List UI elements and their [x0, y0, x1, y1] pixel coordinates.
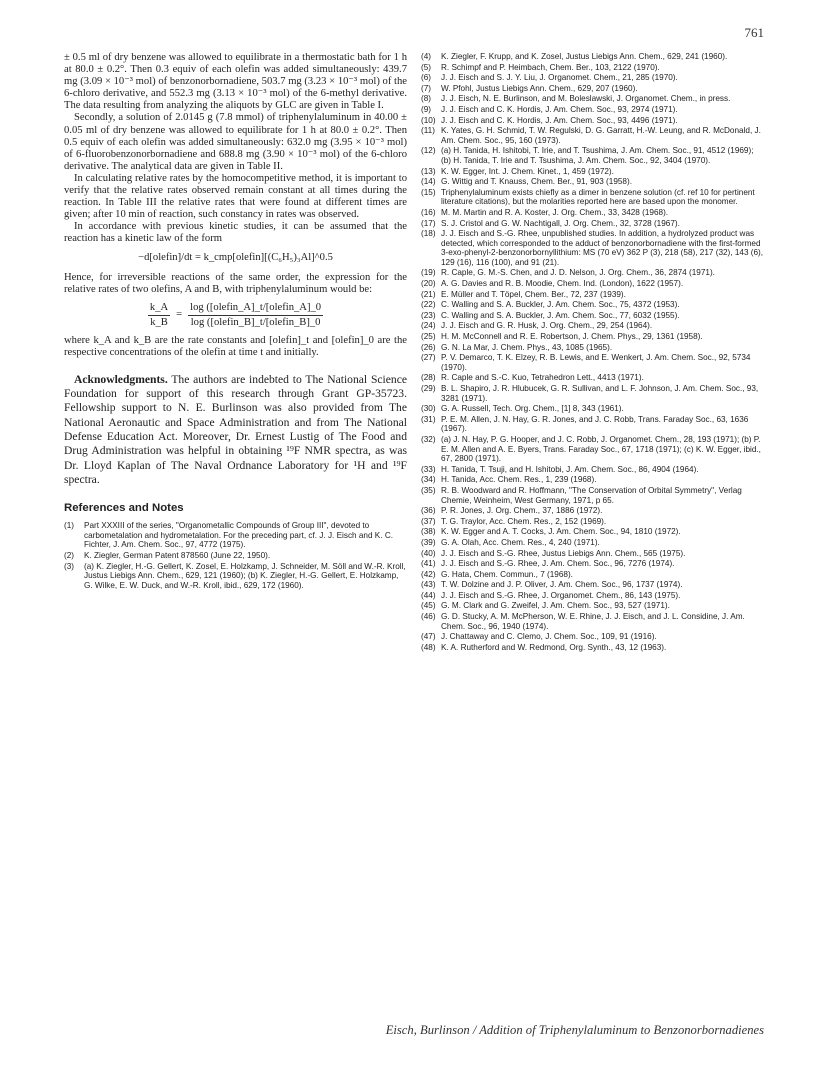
body-paragraph: In calculating relative rates by the homocompetitive method, it is important to verify that the relative rates observed remain constant at all times during the reaction. In Table III the relative rates that were found at different times are given; after 10 min of reaction, such constancy in rates was observed. [64, 172, 407, 221]
rate-numerator: k_A [149, 301, 169, 313]
reference-item [421, 52, 764, 62]
reference-number: (40) [421, 548, 436, 558]
reference-number: (16) [421, 207, 436, 217]
reference-item [421, 279, 764, 289]
reference-item [421, 177, 764, 187]
left-column [64, 52, 407, 591]
reference-item [421, 404, 764, 414]
reference-text: K. Ziegler, F. Krupp, and K. Zosel, Justus Liebigs Ann. Chem., 629, 241 (1960). [441, 52, 728, 61]
reference-text: P. V. Demarco, T. K. Elzey, R. B. Lewis, and E. Wenkert, J. Am. Chem. Soc., 92, 5734 (1970). [441, 353, 751, 372]
reference-item [421, 208, 764, 218]
reference-item [64, 562, 407, 591]
reference-number: (25) [421, 332, 436, 342]
reference-text: S. J. Cristol and G. W. Nachtigall, J. Org. Chem., 32, 3728 (1967). [441, 218, 680, 228]
reference-text: C. Walling and S. A. Buckler, J. Am. Chem. Soc., 77, 6032 (1955). [441, 310, 680, 320]
reference-item [421, 475, 764, 485]
reference-text: R. Schimpf and P. Heimbach, Chem. Ber., 103, 2122 (1970). [441, 62, 660, 72]
reference-text: K. Ziegler, German Patent 878560 (June 22, 1950). [84, 551, 271, 561]
reference-number: (19) [421, 268, 436, 278]
reference-number: (36) [421, 506, 436, 516]
reference-text: G. D. Stucky, A. M. McPherson, W. E. Rhine, J. J. Eisch, and J. L. Considine, J. Am. Chem. Soc., 96, 1940 (1974). [441, 612, 745, 631]
reference-item [64, 521, 407, 550]
body-paragraph: ± 0.5 ml of dry benzene was allowed to equilibrate in a thermostatic bath for 1 h at 80.0 ± 0.2°. Then 0.3 equiv of each olefin was added simultaneously: 439.7 mg (3.09 × 10⁻³ mol) of benzonorbornadiene, 503.7 mg (3.23 × 10⁻³ mol) of the 6-chloro derivative, and 552.3 mg (3.13 × 10⁻³ mol) of the 6-methyl derivative. The data resulting from analyzing the aliquots by GLC are given in Table I. [64, 52, 407, 112]
reference-number: (4) [421, 52, 432, 61]
rate-denominator: k_B [150, 316, 168, 328]
reference-item [421, 549, 764, 559]
references-heading: References and Notes [64, 502, 184, 515]
running-footer: Eisch, Burlinson / Addition of Triphenylaluminum to Benzonorbornadienes [385, 1023, 764, 1037]
reference-item [421, 465, 764, 475]
reference-item [421, 116, 764, 126]
reference-number: (39) [421, 537, 436, 547]
reference-number: (30) [421, 404, 436, 414]
reference-item [421, 300, 764, 310]
reference-item [421, 570, 764, 580]
reference-text: J. J. Eisch and C. K. Hordis, J. Am. Chem. Soc., 93, 4496 (1971). [441, 115, 678, 125]
reference-item [421, 167, 764, 177]
reference-item [421, 435, 764, 464]
reference-item [421, 486, 764, 505]
reference-text: R. Caple and S.-C. Kuo, Tetrahedron Lett., 4413 (1971). [441, 373, 644, 383]
reference-text: P. R. Jones, J. Org. Chem., 37, 1886 (1972). [441, 506, 603, 516]
references-list-left [64, 521, 407, 590]
reference-number: (23) [421, 310, 436, 320]
acknowledgments-heading: Acknowledgments. [74, 372, 168, 386]
reference-number: (42) [421, 569, 436, 579]
reference-number: (8) [421, 94, 432, 104]
reference-item [421, 415, 764, 434]
reference-text: K. W. Egger, Int. J. Chem. Kinet., 1, 459 (1972). [441, 166, 614, 176]
reference-number: (22) [421, 300, 436, 310]
reference-number: (44) [421, 590, 436, 600]
reference-item [421, 343, 764, 353]
reference-item [421, 353, 764, 372]
reference-item [421, 219, 764, 229]
reference-number: (33) [421, 464, 436, 474]
reference-number: (12) [421, 146, 436, 156]
reference-number: (34) [421, 475, 436, 485]
reference-item [421, 126, 764, 145]
reference-text: G. Wittig and T. Knauss, Chem. Ber., 91, 903 (1958). [441, 177, 632, 187]
acknowledgments-paragraph [64, 373, 407, 487]
reference-number: (38) [421, 527, 436, 537]
reference-item [421, 73, 764, 83]
reference-text: H. M. McConnell and R. E. Robertson, J. Chem. Phys., 29, 1361 (1958). [441, 332, 703, 342]
reference-item [421, 643, 764, 653]
reference-number: (20) [421, 279, 436, 289]
page-number: 761 [744, 25, 764, 40]
reference-number: (7) [421, 83, 432, 93]
reference-text: G. A. Olah, Acc. Chem. Res., 4, 240 (1971). [441, 537, 600, 547]
reference-number: (26) [421, 342, 436, 352]
reference-item [421, 527, 764, 537]
reference-text: G. M. Clark and G. Zweifel, J. Am. Chem. Soc., 93, 527 (1971). [441, 601, 670, 611]
reference-item [421, 538, 764, 548]
reference-item [421, 559, 764, 569]
reference-item [421, 188, 764, 207]
reference-text: H. Tanida, T. Tsuji, and H. Ishitobi, J. Am. Chem. Soc., 86, 4904 (1964). [441, 464, 699, 474]
rate-ratio [148, 302, 170, 329]
reference-number: (13) [421, 166, 436, 176]
reference-text: P. E. M. Allen, J. N. Hay, G. R. Jones, and J. C. Robb, Trans. Faraday Soc., 63, 1636 (1967). [441, 414, 749, 434]
reference-text: Triphenylaluminum exists chiefly as a dimer in benzene solution (cf. ref 10 for pertinent literature citations), but the molarities reported here are based upon the monomer. [441, 187, 755, 207]
reference-text: T. G. Traylor, Acc. Chem. Res., 2, 152 (1969). [441, 516, 607, 526]
acknowledgments-text: The authors are indebted to The National Science Foundation for support of this research through Grant GP-35723. Fellowship support to N. E. Burlinson was also provided from The National Aeronautic and Space Administration and from The National Defense Education Act. Moreover, Dr. Ernest Lustig of The Food and Drug Administration was helpful in obtaining ¹⁹F NMR spectra, as was Dr. Lloyd Kaplan of The Naval Ordnance Laboratory for ¹H and ¹⁹F spectra. [64, 372, 407, 486]
reference-number: (32) [421, 434, 436, 444]
reference-number: (3) [64, 561, 75, 571]
reference-number: (31) [421, 414, 436, 424]
reference-number: (1) [64, 521, 75, 531]
reference-number: (9) [421, 104, 432, 114]
reference-item [421, 632, 764, 642]
reference-number: (10) [421, 115, 436, 125]
reference-text: (a) J. N. Hay, P. G. Hooper, and J. C. Robb, J. Organomet. Chem., 28, 193 (1971); (b) P. E. M. Allen and A. E. Byers, Trans. Faraday Soc., 67, 1718 (1971); (c) K. W. Egger, ibid., 67, 2800 (1971). [441, 434, 761, 464]
reference-text: G. N. La Mar, J. Chem. Phys., 43, 1085 (1965). [441, 342, 613, 352]
reference-item [421, 105, 764, 115]
reference-number: (18) [421, 229, 436, 239]
reference-text: J. J. Eisch and S.-G. Rhee, J. Am. Chem. Soc., 96, 7276 (1974). [441, 559, 675, 569]
reference-text: B. L. Shapiro, J. R. Hlubucek, G. R. Sullivan, and L. F. Johnson, J. Am. Chem. Soc., 93, 3281 (1971). [441, 384, 759, 403]
references-list-right [421, 52, 764, 652]
reference-number: (27) [421, 353, 436, 363]
reference-text: K. A. Rutherford and W. Redmond, Org. Synth., 43, 12 (1963). [441, 642, 667, 652]
reference-item [421, 146, 764, 165]
reference-text: C. Walling and S. A. Buckler, J. Am. Chem. Soc., 75, 4372 (1953). [441, 300, 680, 310]
reference-text: J. J. Eisch and S.-G. Rhee, J. Organomet. Chem., 86, 143 (1975). [441, 590, 681, 600]
reference-item [421, 311, 764, 321]
reference-text: J. J. Eisch and S. J. Y. Liu, J. Organomet. Chem., 21, 285 (1970). [441, 73, 678, 83]
reference-number: (17) [421, 218, 436, 228]
reference-text: K. Yates, G. H. Schmid, T. W. Regulski, D. G. Garratt, H.-W. Leung, and R. McDonald, J. Am. Chem. Soc., 95, 160 (1973). [441, 126, 761, 145]
reference-item [421, 84, 764, 94]
reference-text: R. B. Woodward and R. Hoffmann, "The Conservation of Orbital Symmetry", Verlag Chemie, Weinheim, West Germany, 1971, p 65. [441, 485, 742, 505]
reference-item [421, 591, 764, 601]
reference-item [421, 268, 764, 278]
reference-text: J. J. Eisch and G. R. Husk, J. Org. Chem., 29, 254 (1964). [441, 321, 653, 331]
where-paragraph: where k_A and k_B are the rate constants and [olefin]_t and [olefin]_0 are the respective concentrations of the olefin at time t and initially. [64, 334, 407, 358]
reference-number: (14) [421, 177, 436, 187]
reference-item [421, 229, 764, 267]
reference-text: J. J. Eisch and S.-G. Rhee, unpublished studies. In addition, a hydrolyzed product was detected, which corresponded to the adduct of benzonorbornadiene with the first-formed 3-exo-phenyl-2-benzonorbornyllithium: MS (70 eV) 362 P (3), 218 (58), 217 (32), 143 (6), 129 (16), 116 (100), and 91 (21). [441, 229, 764, 267]
reference-number: (5) [421, 62, 432, 72]
reference-number: (2) [64, 551, 75, 561]
reference-item [421, 63, 764, 73]
equals-sign: = [176, 309, 183, 321]
rate-equation: −d[olefin]/dt = k_cmp[olefin][(C₆H₅)₃Al]^0.5 [138, 251, 333, 263]
reference-number: (45) [421, 601, 436, 611]
reference-text: T. W. Dolzine and J. P. Oliver, J. Am. Chem. Soc., 96, 1737 (1974). [441, 580, 683, 590]
reference-number: (35) [421, 485, 436, 495]
reference-text: H. Tanida, Acc. Chem. Res., 1, 239 (1968). [441, 475, 597, 485]
reference-item [421, 290, 764, 300]
reference-text: R. Caple, G. M.-S. Chen, and J. D. Nelson, J. Org. Chem., 36, 2874 (1971). [441, 268, 715, 278]
reference-number: (6) [421, 73, 432, 83]
reference-text: G. A. Russell, Tech. Org. Chem., [1] 8, 343 (1961). [441, 404, 624, 414]
reference-item [421, 332, 764, 342]
log-denominator: log ([olefin_B]_t/[olefin_B]_0 [190, 316, 321, 328]
reference-number: (37) [421, 516, 436, 526]
reference-number: (11) [421, 126, 435, 136]
reference-item [421, 321, 764, 331]
reference-text: E. Müller and T. Töpel, Chem. Ber., 72, 237 (1939). [441, 289, 626, 299]
reference-text: J. Chattaway and C. Clemo, J. Chem. Soc., 109, 91 (1916). [441, 632, 657, 642]
log-ratio [188, 302, 323, 329]
hence-paragraph: Hence, for irreversible reactions of the same order, the expression for the relative rates of two olefins, A and B, with triphenylaluminum would be: [64, 271, 407, 295]
reference-item [64, 551, 407, 561]
reference-number: (46) [421, 612, 436, 622]
reference-number: (41) [421, 559, 436, 569]
reference-item [421, 517, 764, 527]
reference-number: (28) [421, 373, 436, 383]
reference-number: (48) [421, 642, 436, 652]
body-paragraph: In accordance with previous kinetic studies, it can be assumed that the reaction has a kinetic law of the form [64, 221, 407, 245]
right-column [421, 52, 764, 653]
reference-item [421, 94, 764, 104]
reference-item [421, 612, 764, 631]
reference-item [421, 373, 764, 383]
reference-text: J. J. Eisch and C. K. Hordis, J. Am. Chem. Soc., 93, 2974 (1971). [441, 104, 678, 114]
reference-item [421, 384, 764, 403]
reference-text: M. M. Martin and R. A. Koster, J. Org. Chem., 33, 3428 (1968). [441, 207, 669, 217]
relative-rate-equation [64, 302, 407, 329]
reference-text: J. J. Eisch and S.-G. Rhee, Justus Liebigs Ann. Chem., 565 (1975). [441, 548, 686, 558]
reference-text: K. W. Egger and A. T. Cocks, J. Am. Chem. Soc., 94, 1810 (1972). [441, 527, 681, 537]
reference-number: (21) [421, 289, 436, 299]
reference-text: G. Hata, Chem. Commun., 7 (1968). [441, 569, 573, 579]
reference-item [421, 506, 764, 516]
log-numerator: log ([olefin_A]_t/[olefin_A]_0 [190, 301, 322, 313]
reference-number: (24) [421, 321, 436, 331]
reference-number: (47) [421, 632, 436, 642]
reference-number: (43) [421, 580, 436, 590]
reference-text: (a) H. Tanida, H. Ishitobi, T. Irie, and T. Tsushima, J. Am. Chem. Soc., 91, 4512 (1969); (b) H. Tanida, T. Irie and T. Tsushima, J. Am. Chem. Soc., 92, 3404 (1970). [441, 146, 754, 165]
reference-item [421, 601, 764, 611]
reference-text: A. G. Davies and R. B. Moodie, Chem. Ind. (London), 1622 (1957). [441, 279, 684, 289]
reference-text: J. J. Eisch, N. E. Burlinson, and M. Boleslawski, J. Organomet. Chem., in press. [441, 94, 731, 104]
reference-text: (a) K. Ziegler, H.-G. Gellert, K. Zosel, E. Holzkamp, J. Schneider, M. Söll and W.-R. Kroll, Justus Liebigs Ann. Chem., 629, 121 (1960); (b) K. Ziegler, H.-G. Gellert, E. Holzkamp, G. Wilke, E. W. Duck, and W.-R. Kroll, ibid., 629, 172 (1960). [84, 561, 406, 590]
reference-text: W. Pfohl, Justus Liebigs Ann. Chem., 629, 207 (1960). [441, 83, 638, 93]
reference-number: (29) [421, 384, 436, 393]
reference-text: Part XXXIII of the series, "Organometallic Compounds of Group III", devoted to carbometalation and hydrometalation. For the preceding part, cf. J. J. Eisch and K. C. Fichter, J. Am. Chem. Soc., 97, 4772 (1975). [84, 521, 394, 550]
reference-number: (15) [421, 187, 436, 197]
reference-item [421, 580, 764, 590]
body-paragraph: Secondly, a solution of 2.0145 g (7.8 mmol) of triphenylaluminum in 40.00 ± 0.05 ml of dry benzene was allowed to equilibrate for 1 h at 80.0 ± 0.2°. Then 0.5 equiv of each olefin was added simultaneously: 632.0 mg (3.95 × 10⁻³ mol) of 6-fluorobenzonorbornadiene and 688.8 mg (3.90 × 10⁻³ mol) of the 6-chloro derivative. The analytical data are given in Table II. [64, 112, 407, 172]
